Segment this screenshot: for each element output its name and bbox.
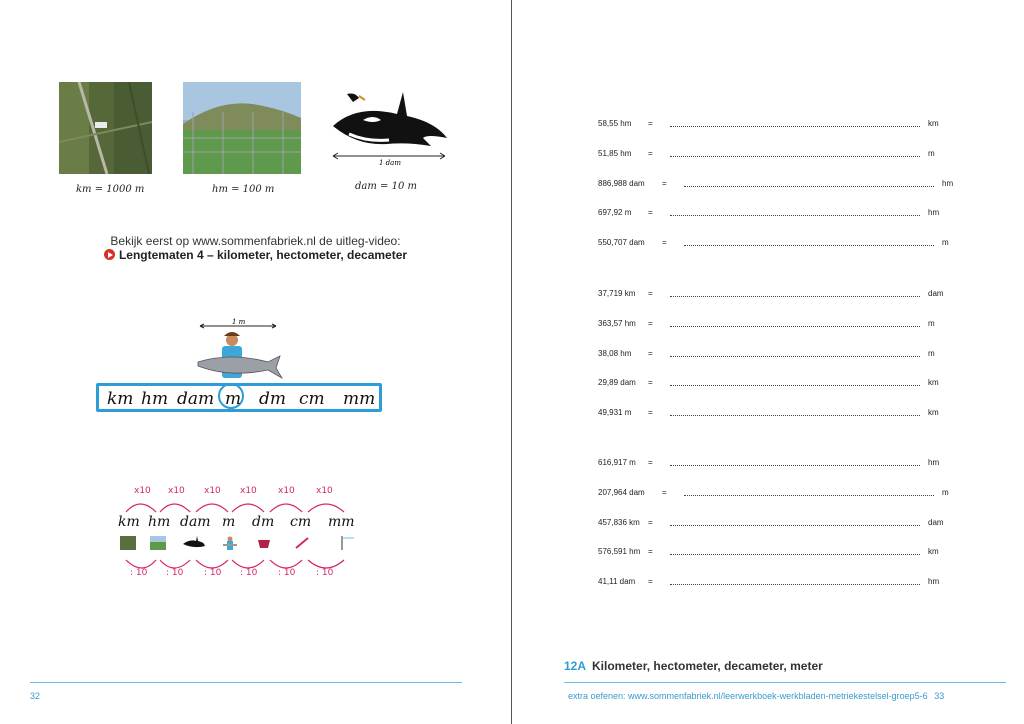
exercise-question: 886,988 dam	[598, 178, 645, 188]
equals-sign: =	[648, 289, 653, 298]
exercise-row	[598, 408, 968, 418]
answer-line[interactable]	[684, 245, 934, 246]
equals-sign: =	[648, 408, 653, 418]
scale-unit-hm: hm	[148, 514, 171, 530]
exercise-row	[598, 149, 968, 159]
aerial-photo	[59, 82, 152, 174]
answer-line[interactable]	[670, 326, 920, 327]
video-link[interactable]	[0, 248, 511, 262]
exercise-row	[598, 119, 968, 129]
field-thumb	[150, 536, 166, 550]
page-number-left: 32	[30, 691, 41, 701]
equals-sign: =	[648, 547, 653, 557]
meter-man-illustration	[190, 318, 286, 384]
exercise-question: 457,836 km	[598, 517, 640, 527]
divide-label: : 10	[240, 568, 258, 578]
field-photo	[183, 82, 301, 174]
divide-label: : 10	[278, 568, 296, 578]
equals-sign: =	[648, 378, 653, 388]
exercise-question: 41,11 dam	[598, 577, 636, 587]
answer-line[interactable]	[670, 215, 920, 216]
exercise-row	[598, 208, 968, 218]
caption-hm: hm = 100 m	[212, 184, 275, 195]
footer-rule	[564, 682, 1006, 683]
exercise-question: 58,55 hm	[598, 119, 632, 128]
equals-sign: =	[648, 318, 653, 328]
equals-sign: =	[648, 119, 653, 128]
extra-practice-link[interactable]	[568, 691, 944, 701]
intro-text: Bekijk eerst op www.sommenfabriek.nl de uitleg-video:	[110, 234, 401, 248]
answer-line[interactable]	[670, 465, 920, 466]
chapter-code: 12A	[564, 659, 587, 673]
exercise-question: 616,917 m	[598, 458, 636, 467]
scale-unit-dm: dm	[252, 514, 275, 530]
exercise-question: 576,591 hm	[598, 547, 641, 557]
exercise-row	[598, 238, 968, 248]
x10-label: x10	[316, 486, 333, 496]
exercise-row	[598, 179, 968, 189]
play-icon[interactable]	[104, 249, 115, 260]
orca-label: 1 dam	[379, 159, 401, 167]
x10-label: x10	[168, 486, 185, 496]
answer-line[interactable]	[684, 186, 934, 187]
unit-strip	[96, 383, 382, 412]
exercise-row	[598, 488, 968, 498]
target-unit: m	[942, 238, 949, 248]
unit-dam: dam	[177, 389, 215, 409]
unit-cm: cm	[299, 389, 325, 409]
man-thumb	[222, 536, 238, 550]
equals-sign: =	[648, 577, 653, 587]
target-unit: hm	[942, 178, 954, 188]
divide-label: : 10	[130, 568, 148, 578]
target-unit: m	[928, 348, 935, 358]
caption-dam: dam = 10 m	[355, 181, 417, 192]
answer-line[interactable]	[670, 554, 920, 555]
equals-sign: =	[648, 348, 653, 358]
exercise-question: 29,89 dam	[598, 378, 636, 388]
exercise-row	[598, 577, 968, 587]
equals-sign: =	[648, 148, 653, 158]
target-unit: hm	[928, 458, 940, 467]
target-unit: dam	[928, 289, 944, 298]
orca-thumb	[182, 536, 206, 550]
target-unit: m	[942, 487, 949, 497]
equals-sign: =	[648, 208, 653, 218]
x10-label: x10	[204, 486, 221, 496]
page-number-right: 33	[934, 691, 945, 701]
unit-m: m	[225, 389, 242, 409]
equals-sign: =	[648, 458, 653, 467]
left-page	[0, 0, 511, 724]
divide-label: : 10	[204, 568, 222, 578]
orca-illustration	[327, 86, 451, 168]
video-title[interactable]: Lengtematen 4 – kilometer, hectometer, decameter	[118, 248, 408, 262]
scale-unit-km: km	[118, 514, 140, 530]
aerial-thumb	[120, 536, 136, 550]
target-unit: km	[928, 408, 939, 418]
exercise-question: 550,707 dam	[598, 238, 645, 248]
unit-km: km	[107, 389, 134, 409]
exercise-row	[598, 547, 968, 557]
exercise-question: 37,719 km	[598, 289, 636, 298]
unit-mm: mm	[343, 389, 376, 409]
exercise-row	[598, 518, 968, 528]
book-spine	[511, 0, 512, 724]
extra-link-text[interactable]: extra oefenen: www.sommenfabriek.nl/leerwerkboek-werkbladen-metriekestelsel-groep5-6	[568, 691, 928, 701]
target-unit: hm	[928, 208, 940, 218]
line-thumb	[294, 536, 310, 550]
footer-rule	[30, 682, 462, 683]
scale-unit-cm: cm	[290, 514, 312, 530]
exercise-row	[598, 349, 968, 359]
divide-label: : 10	[166, 568, 184, 578]
exercise-question: 51,85 hm	[598, 148, 632, 158]
target-unit: m	[928, 318, 935, 328]
scale-unit-mm: mm	[328, 514, 355, 530]
exercise-row	[598, 378, 968, 388]
exercise-question: 697,92 m	[598, 208, 632, 218]
target-unit: m	[928, 148, 935, 158]
exercise-question: 49,931 m	[598, 408, 632, 418]
target-unit: hm	[928, 577, 940, 587]
equals-sign: =	[662, 487, 667, 497]
exercise-row	[598, 289, 968, 299]
target-unit: km	[928, 547, 939, 557]
exercise-question: 207,964 dam	[598, 487, 645, 497]
answer-line[interactable]	[670, 126, 920, 127]
answer-line[interactable]	[670, 296, 920, 297]
scale-unit-dam: dam	[180, 514, 211, 530]
scale-unit-m: m	[222, 514, 236, 530]
meter-man-label: 1 m	[232, 318, 246, 326]
answer-line[interactable]	[670, 525, 920, 526]
answer-line[interactable]	[670, 156, 920, 157]
exercise-question: 363,57 hm	[598, 318, 636, 328]
equals-sign: =	[648, 517, 653, 527]
tick-thumb	[338, 536, 354, 550]
exercise-row	[598, 458, 968, 468]
equals-sign: =	[662, 178, 667, 188]
x10-label: x10	[278, 486, 295, 496]
divide-label: : 10	[316, 568, 334, 578]
x10-label: x10	[134, 486, 151, 496]
target-unit: dam	[928, 517, 944, 527]
unit-dm: dm	[259, 389, 287, 409]
answer-line[interactable]	[670, 385, 920, 386]
caption-km: km = 1000 m	[76, 184, 145, 195]
x10-label: x10	[240, 486, 257, 496]
target-unit: km	[928, 378, 939, 388]
answer-line[interactable]	[670, 584, 920, 585]
cup-thumb	[256, 536, 272, 550]
chapter-heading	[564, 659, 823, 673]
equals-sign: =	[662, 238, 667, 248]
conversion-scale	[112, 484, 364, 584]
answer-line[interactable]	[684, 495, 934, 496]
answer-line[interactable]	[670, 356, 920, 357]
answer-line[interactable]	[670, 415, 920, 416]
target-unit: km	[928, 119, 939, 128]
exercise-row	[598, 319, 968, 329]
chapter-title: Kilometer, hectometer, decameter, meter	[592, 659, 823, 673]
right-page	[513, 0, 1024, 724]
unit-hm: hm	[141, 389, 169, 409]
exercise-question: 38,08 hm	[598, 348, 632, 358]
